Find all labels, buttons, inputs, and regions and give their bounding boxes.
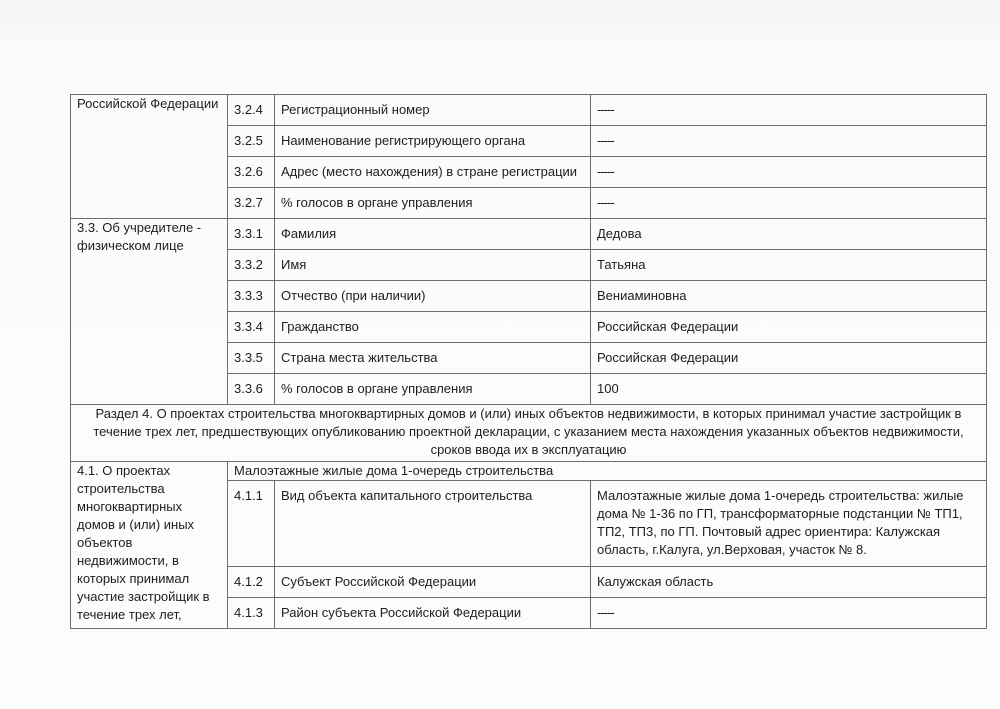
row-number: 3.2.7 — [228, 188, 275, 219]
row-label: Вид объекта капитального строительства — [275, 481, 591, 567]
row-label: Наименование регистрирующего органа — [275, 126, 591, 157]
row-label: Фамилия — [275, 219, 591, 250]
row-value: ----- — [591, 95, 987, 126]
declaration-table — [70, 94, 987, 629]
row-value: ----- — [591, 126, 987, 157]
table-row — [71, 219, 987, 250]
row-value: Малоэтажные жилые дома 1-очередь строительства: жилые дома № 1-36 по ГП, трансформаторные подстанции № ТП1, ТП2, ТП3, по ГП. Почтовый адрес ориентира: Калужская область, г.Калуга, ул.Верховая, участок № 8. — [591, 481, 987, 567]
project-title: Малоэтажные жилые дома 1-очередь строительства — [228, 462, 987, 481]
row-label: % голосов в органе управления — [275, 188, 591, 219]
row-label: Страна места жительства — [275, 343, 591, 374]
row-value: Калужская область — [591, 567, 987, 598]
row-number: 3.3.4 — [228, 312, 275, 343]
table-row — [71, 95, 987, 126]
row-number: 3.3.1 — [228, 219, 275, 250]
row-number: 3.2.6 — [228, 157, 275, 188]
row-value: 100 — [591, 374, 987, 405]
row-number: 4.1.1 — [228, 481, 275, 567]
group-label-3-3: 3.3. Об учредителе - физическом лице — [71, 219, 228, 405]
row-number: 3.3.5 — [228, 343, 275, 374]
row-value: Российская Федерации — [591, 343, 987, 374]
row-number: 3.3.2 — [228, 250, 275, 281]
row-label: Адрес (место нахождения) в стране регистрации — [275, 157, 591, 188]
row-label: Субъект Российской Федерации — [275, 567, 591, 598]
row-number: 3.2.5 — [228, 126, 275, 157]
section-4-header: Раздел 4. О проектах строительства многоквартирных домов и (или) иных объектов недвижимости, в которых принимал участие застройщик в течение трех лет, предшествующих опубликованию проектной декларации, с указанием места нахождения указанных объектов недвижимости, сроков ввода их в эксплуатацию — [71, 405, 987, 462]
row-value: Татьяна — [591, 250, 987, 281]
row-label: Отчество (при наличии) — [275, 281, 591, 312]
row-value: ----- — [591, 188, 987, 219]
group-label-3-2: Российской Федерации — [71, 95, 228, 219]
row-label: Имя — [275, 250, 591, 281]
row-value: Вениаминовна — [591, 281, 987, 312]
row-label: Регистрационный номер — [275, 95, 591, 126]
row-number: 3.2.4 — [228, 95, 275, 126]
section-header-row — [71, 405, 987, 462]
row-value: Российская Федерации — [591, 312, 987, 343]
row-number: 3.3.6 — [228, 374, 275, 405]
row-label: Район субъекта Российской Федерации — [275, 598, 591, 629]
row-number: 3.3.3 — [228, 281, 275, 312]
table-row — [71, 462, 987, 481]
row-value: ----- — [591, 157, 987, 188]
row-number: 4.1.2 — [228, 567, 275, 598]
row-label: Гражданство — [275, 312, 591, 343]
row-number: 4.1.3 — [228, 598, 275, 629]
row-value: ----- — [591, 598, 987, 629]
row-value: Дедова — [591, 219, 987, 250]
group-label-4-1: 4.1. О проектах строительства многоквартирных домов и (или) иных объектов недвижимости, в которых принимал участие застройщик в течение трех лет, — [71, 462, 228, 629]
row-label: % голосов в органе управления — [275, 374, 591, 405]
